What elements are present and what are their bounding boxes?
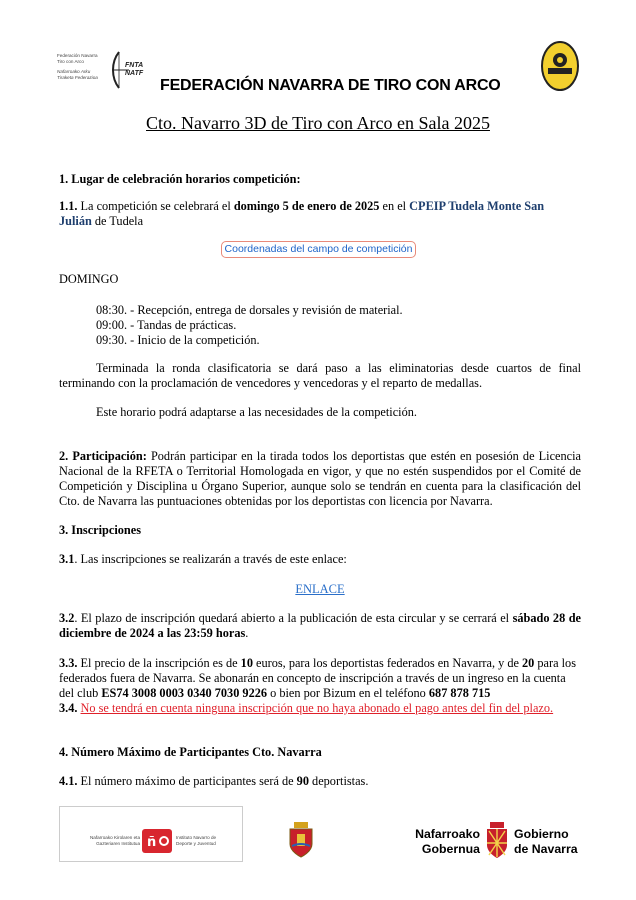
para-text: El precio de la inscripción es de — [77, 656, 241, 670]
navarra-shield-icon — [485, 821, 509, 859]
para-number: 3.3. — [59, 656, 78, 670]
para-number: 3.2 — [59, 611, 75, 625]
logo-line: Tiro con Arco — [57, 59, 84, 64]
gov-name-es: de Navarra — [514, 842, 578, 856]
para-number: 1.1. — [59, 199, 78, 213]
institute-logo-icon — [142, 829, 172, 853]
institute-name-eu: Nafarroako Kirolaren eta — [89, 835, 140, 840]
club-emblem-icon — [540, 40, 580, 92]
para-text: euros, para los deportistas federados en Navarra, y de — [252, 656, 523, 670]
logo-badge: FNTA NATF — [125, 62, 144, 77]
para-text: La competición se celebrará el — [77, 199, 234, 213]
max-participants: 90 — [296, 774, 309, 788]
deadline: sábado 28 de diciembre de 2024 a las 23:59 horas — [59, 611, 581, 640]
logo-line: Nafarroako Arku — [57, 69, 91, 74]
bank-account: ES74 3008 0003 0340 7030 9226 — [101, 686, 268, 700]
institute-name-eu: Gazteriaren Institutua — [96, 841, 140, 846]
note-text: Terminada la ronda clasificatoria se dará paso a las eliminatorias desde cuartos de final terminando con la proclamación de vencedores y vencedoras y el reparto de medallas. — [59, 361, 581, 390]
schedule-item: 09:00. - Tandas de prácticas. — [96, 318, 237, 332]
document-title: Cto. Navarro 3D de Tiro con Arco en Sala 2025 — [146, 113, 490, 133]
schedule-adapt-note: Este horario podrá adaptarse a las necesidades de la competición. — [96, 405, 417, 419]
section-4-heading: 4. Número Máximo de Participantes Cto. Navarra — [59, 745, 322, 759]
coordinates-button[interactable]: Coordenadas del campo de competición — [221, 241, 416, 258]
paragraph-4-1 — [59, 774, 368, 789]
logo-line: Federación Navarra — [57, 53, 98, 58]
paragraph-3-1 — [59, 552, 347, 567]
phone-number: 687 878 715 — [428, 686, 491, 700]
institute-name-es: Deporte y Juventud — [176, 841, 216, 846]
venue-text: CPEIP Tudela Monte San Julián — [59, 199, 545, 228]
payment-warning: No se tendrá en cuenta ninguna inscripción que no haya abonado el pago antes del fin del plazo. — [80, 701, 554, 715]
para-text: para los federados fuera de Navarra. Se abonarán en concepto de inscripción a través de un ingreso en la cuenta del club — [59, 656, 576, 700]
footer-sponsor-box — [59, 806, 243, 862]
paragraph-3-2 — [59, 611, 581, 641]
schedule-item: 09:30. - Inicio de la competición. — [96, 333, 260, 347]
price-federated: 10 — [240, 656, 253, 670]
para-number: 3.1 — [59, 552, 75, 566]
day-label: DOMINGO — [59, 272, 119, 286]
participation-paragraph — [59, 449, 581, 509]
gov-name-eu: Nafarroako — [415, 827, 480, 841]
section-1-heading: 1. Lugar de celebración horarios competición: — [59, 172, 301, 186]
paragraph-1-1 — [59, 199, 579, 229]
navarra-government-logo — [413, 827, 583, 859]
para-number: 3.4. — [59, 701, 78, 715]
federation-logo — [57, 50, 152, 96]
para-text: . Las inscripciones se realizarán a través de este enlace: — [74, 552, 347, 566]
para-text: o bien por Bizum en el teléfono — [267, 686, 429, 700]
para-text: de Tudela — [91, 214, 144, 228]
price-non-federated: 20 — [522, 656, 535, 670]
gov-name-eu: Gobernua — [421, 842, 480, 856]
event-date: domingo 5 de enero de 2025 — [233, 199, 380, 213]
para-number: 4.1. — [59, 774, 78, 788]
para-text: en el — [379, 199, 410, 213]
section-3-heading: 3. Inscripciones — [59, 523, 141, 537]
svg-text:ñ: ñ — [147, 835, 157, 850]
para-text: deportistas. — [308, 774, 369, 788]
tudela-coat-of-arms-icon — [288, 820, 314, 858]
paragraph-3-4 — [59, 701, 589, 716]
page-title: FEDERACIÓN NAVARRA DE TIRO CON ARCO — [160, 77, 501, 94]
participation-text: Podrán participar en la tirada todos los deportistas que estén en posesión de Licencia Nacional de la RFETA o Territorial Homologada en vigor, y que no estén suspendidos por el Comité de Competición y Disciplina u Órgano Superior, aunque solo se tendrán en cuenta para la clasificación del Cto. de Navarra las puntuaciones obtenidas por los deportistas con licencia por Navarra. — [59, 449, 581, 508]
gov-name-es: Gobierno — [514, 827, 569, 841]
section-2-label: 2. Participación: — [59, 449, 147, 463]
paragraph-3-3 — [59, 656, 579, 701]
registration-link[interactable]: ENLACE — [295, 582, 345, 596]
schedule-note — [59, 361, 581, 391]
schedule-item: 08:30. - Recepción, entrega de dorsales y revisión de material. — [96, 303, 403, 317]
institute-name-es: Instituto Navarro de — [176, 835, 217, 840]
logo-line: Tiraketa Federazioa — [57, 75, 98, 80]
para-text: El número máximo de participantes será de — [77, 774, 297, 788]
para-text: . — [245, 626, 249, 640]
para-text: . El plazo de inscripción quedará abierto a la publicación de esta circular y se cerrará el — [74, 611, 513, 625]
